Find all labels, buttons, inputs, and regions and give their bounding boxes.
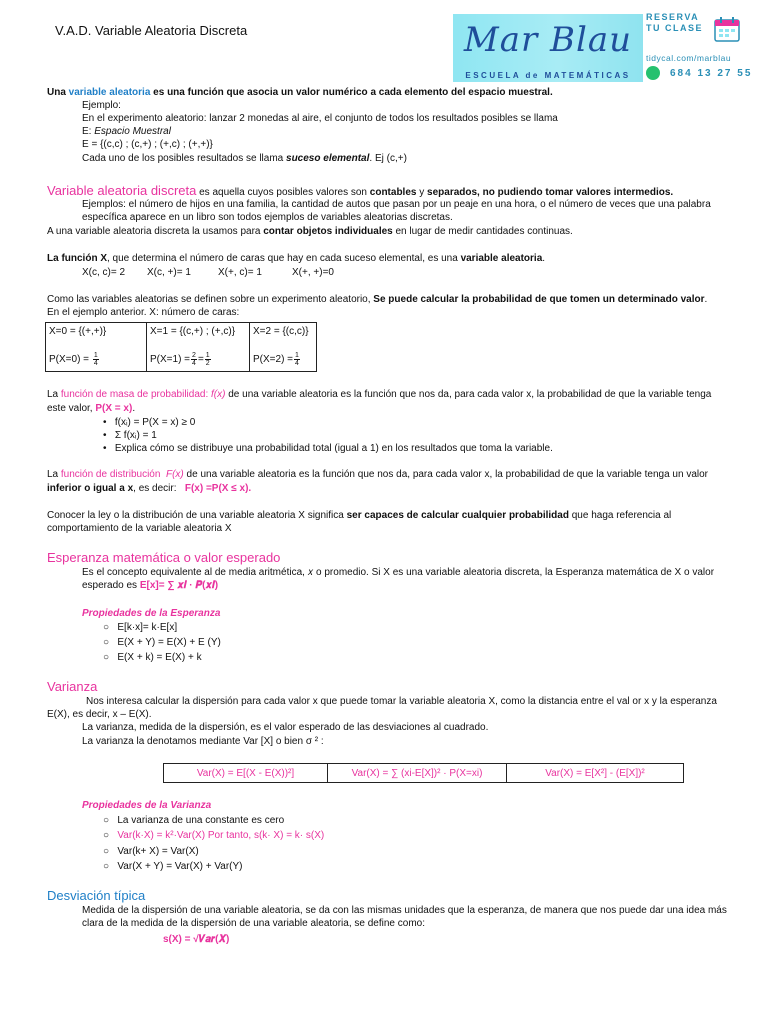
text: separados, no pudiendo tomar valores intermedios. <box>427 187 674 198</box>
text: f(xᵢ) = P(X = x) ≥ 0 <box>114 417 196 428</box>
text: , es decir: <box>133 483 177 494</box>
term: función de distribución <box>60 469 161 480</box>
text: E(X + Y) = E(X) + E (Y) <box>117 637 221 648</box>
denominator: 4 <box>192 360 196 367</box>
outcome-cell <box>147 323 250 372</box>
desviacion-heading: Desviación típica <box>47 888 146 903</box>
function-x-value: X(+, c)= 1 <box>218 267 262 278</box>
text: Σ f(xᵢ) = 1 <box>114 430 157 441</box>
text: , que determina el número de caras que hay en cada suceso elemental, es una <box>107 253 461 264</box>
text: Espacio Muestral <box>94 126 171 137</box>
varianza-text-1: Nos interesa calcular la dispersión para cada valor x que puede tomar la variable aleatoria X, como la distancia entre el val or x y la esperanza <box>86 696 717 707</box>
text: Cada uno de los posibles resultados se llama <box>82 153 287 164</box>
fraction <box>93 352 99 367</box>
mass-property: • f(xᵢ) = P(X = x) ≥ 0 <box>103 417 196 428</box>
tidycal-link[interactable]: tidycal.com/marblau <box>646 53 732 63</box>
variance-formula: Var(X) = E[X²] - (E[X])² <box>507 764 684 783</box>
distribution-text <box>47 468 708 481</box>
definition-line <box>47 86 553 99</box>
outcome-prob <box>49 352 143 367</box>
text: inferior o igual a x <box>47 483 134 494</box>
numerator: 2 <box>192 352 196 359</box>
elemental-event-text <box>82 152 407 165</box>
law-text-2: comportamiento de la variable aleatoria X <box>47 523 232 534</box>
function-x-value: X(+, +)=0 <box>292 267 334 278</box>
desviacion-text-2: clara de la medida de la dispersión de una variable aleatoria, se define como: <box>82 918 425 929</box>
numerator: 1 <box>295 352 299 359</box>
text: de una variable aleatoria es la función que nos da, para cada valor x, la probabilidad de que la variable tenga un valor <box>183 469 709 480</box>
denominator: 2 <box>205 360 210 367</box>
term: variable aleatoria <box>68 87 151 98</box>
text: Var(k+ X) = Var(X) <box>117 846 199 857</box>
outcome-set: X=1 = {(c,+) ; (+,c)} <box>150 326 236 337</box>
text: Como las variables aleatorias se definen sobre un experimento aleatorio, <box>47 294 374 305</box>
varianza-property: ○ Var(X + Y) = Var(X) + Var(Y) <box>103 861 243 872</box>
outcome-prob <box>253 352 313 367</box>
function-x-value: X(c, c)= 2 <box>82 267 126 278</box>
term: F(x) <box>165 469 184 480</box>
vad-examples-1: Ejemplos: el número de hijos en una familia, la cantidad de autos que pasan por un peaje en una hora, o el número de veces que una palabra <box>82 199 711 210</box>
text: de una variable aleatoria es la función que nos da, para cada valor x, la probabilidad de que la variable tenga <box>225 389 712 400</box>
distribution-text-2 <box>47 482 251 495</box>
variance-formulas-table <box>163 763 684 783</box>
phone-number[interactable]: 684 13 27 55 <box>670 68 753 79</box>
text: Se puede calcular la probabilidad de que tomen un determinado valor <box>373 294 705 305</box>
outcomes-table <box>45 322 317 372</box>
function-x-value: X(c, +)= 1 <box>147 267 191 278</box>
esperanza-props-heading: Propiedades de la Esperanza <box>82 608 221 619</box>
text: Var(k·X) = k²·Var(X) Por tanto, s(k· X) = k· s(X) <box>117 830 325 841</box>
term: f(x) <box>211 389 226 400</box>
varianza-property: ○ Var(k·X) = k²·Var(X) Por tanto, s(k· X) = k· s(X) <box>103 830 325 841</box>
text: E[k·x]= k·E[x] <box>117 622 178 633</box>
desviacion-formula: s(X) = √𝑽𝒂𝒓(𝑿) <box>163 934 230 945</box>
varianza-property: ○ Var(k+ X) = Var(X) <box>103 846 199 857</box>
varianza-text-4: La varianza la denotamos mediante Var [X] o bien σ ² : <box>82 736 324 747</box>
ejemplo-label: Ejemplo: <box>82 100 121 111</box>
prob-label: P(X=2) = <box>253 354 294 366</box>
outcome-set: X=0 = {(+,+)} <box>49 326 107 337</box>
numerator: 1 <box>93 352 98 359</box>
text: . <box>704 294 708 305</box>
formula: E[x]= ∑ 𝒙𝒊 · 𝑷(𝒙𝒊) <box>139 580 219 591</box>
esperanza-property: ○ E(X + Y) = E(X) + E (Y) <box>103 637 221 648</box>
text: esperado es <box>82 580 140 591</box>
outcome-cell <box>46 323 147 372</box>
fraction <box>294 352 300 367</box>
sample-space-label <box>82 125 171 138</box>
law-text <box>47 509 671 522</box>
fraction <box>205 352 211 367</box>
denominator: 4 <box>295 360 299 367</box>
reserva-label <box>646 12 703 34</box>
varianza-props-heading: Propiedades de la Varianza <box>82 800 212 811</box>
prob-label: P(X=0) = <box>49 354 90 366</box>
esperanza-heading: Esperanza matemática o valor esperado <box>47 550 281 565</box>
brand-logo: Mar Blau <box>463 20 633 60</box>
esperanza-text-1: Es el concepto equivalente al de media aritmética, 𝑥 o promedio. Si X es una variable aleatoria discreta, la Esperanza matemática de X o valor <box>82 567 715 578</box>
text: Explica cómo se distribuye una probabilidad total (igual a 1) en los resultados que toma la variable. <box>114 443 553 454</box>
numerator: 1 <box>205 352 210 359</box>
text: . Ej (c,+) <box>369 153 407 164</box>
probability-text <box>47 293 707 306</box>
brand-subtitle: ESCUELA de MATEMÁTICAS <box>465 71 631 80</box>
outcome-cell <box>250 323 317 372</box>
text: Una <box>47 87 69 98</box>
varianza-heading: Varianza <box>47 679 98 694</box>
outcome-set: X=2 = {(c,c)} <box>253 326 309 337</box>
esperanza-property: ○ E[k·x]= k·E[x] <box>103 622 178 633</box>
variance-formula: Var(X) = E[(X - E(X))²] <box>164 764 328 783</box>
function-x-text <box>47 252 545 265</box>
desviacion-text-1: Medida de la dispersión de una variable aleatoria, se da con las mismas unidades que la esperanza, de manera que nos puede dar una idea más <box>82 905 727 916</box>
probability-example: En el ejemplo anterior. X: número de caras: <box>47 307 240 318</box>
reserva-line-2: TU CLASE <box>646 23 703 33</box>
text: E(X + k) = E(X) + k <box>117 652 202 663</box>
text: y <box>416 187 428 198</box>
text: La <box>47 389 61 400</box>
text: este valor, <box>47 403 96 414</box>
mass-property: • Explica cómo se distribuye una probabilidad total (igual a 1) en los resultados que toma la variable. <box>103 443 553 454</box>
text: ser capaces de calcular cualquier probabilidad <box>346 510 569 521</box>
page-title: V.A.D. Variable Aleatoria Discreta <box>55 23 248 38</box>
reserva-line-1: RESERVA <box>646 12 700 22</box>
section-term: Variable aleatoria discreta <box>47 183 197 198</box>
text: contar objetos individuales <box>263 226 393 237</box>
text: Conocer la ley o la distribución de una variable aleatoria X significa <box>47 510 347 521</box>
vad-definition <box>47 183 673 199</box>
variance-formula: Var(X) = ∑ (xi-E[X])² · P(X=xi) <box>328 764 507 783</box>
calendar-icon <box>712 14 742 44</box>
esperanza-text-2 <box>82 579 218 592</box>
term: P(X = x) <box>95 403 133 414</box>
text: La <box>47 469 61 480</box>
brand-banner <box>453 14 643 82</box>
esperanza-property: ○ E(X + k) = E(X) + k <box>103 652 202 663</box>
text: variable aleatoria <box>460 253 543 264</box>
text: en lugar de medir cantidades continuas. <box>392 226 573 237</box>
text: E: <box>82 126 95 137</box>
vad-usage <box>47 225 573 238</box>
whatsapp-icon <box>646 66 660 80</box>
vad-examples-2: específica aparece en un libro son todos ejemplos de variables aleatorias discretas. <box>82 212 453 223</box>
text: es una función que asocia un valor numérico a cada elemento del espacio muestral. <box>150 87 553 98</box>
mass-function-text-2 <box>47 402 135 415</box>
varianza-text-2: E(X), es decir, x – E(X). <box>47 709 152 720</box>
prob-label: P(X=1) = <box>150 354 191 366</box>
outcome-prob: P(X=1) = $\frac{2}{4}$ = $\frac{1}{2}$ <box>150 352 210 367</box>
mass-function-text <box>47 388 711 401</box>
text: que haga referencia al <box>568 510 672 521</box>
text: A una variable aleatoria discreta la usamos para <box>47 226 264 237</box>
experiment-text: En el experimento aleatorio: lanzar 2 monedas al aire, el conjunto de todos los resultados posibles se llama <box>82 113 558 124</box>
text: es aquella cuyos posibles valores son <box>196 187 370 198</box>
denominator: 4 <box>93 360 98 367</box>
text: La función X <box>47 253 107 264</box>
text: La varianza de una constante es cero <box>117 815 285 826</box>
text: contables <box>369 187 417 198</box>
fraction <box>191 352 197 367</box>
term: F(x) =P(X ≤ x). <box>184 483 252 494</box>
sample-space-set: E = {(c,c) ; (c,+) ; (+,c) ; (+,+)} <box>82 139 213 150</box>
term: función de masa de probabilidad: <box>60 389 209 400</box>
mass-property: • Σ f(xᵢ) = 1 <box>103 430 157 441</box>
varianza-text-3: La varianza, medida de la dispersión, es el valor esperado de las desviaciones al cuadrado. <box>82 722 489 733</box>
text: Var(X + Y) = Var(X) + Var(Y) <box>117 861 243 872</box>
text: . <box>132 403 136 414</box>
text: . <box>542 253 546 264</box>
term: suceso elemental <box>286 153 370 164</box>
varianza-property: ○ La varianza de una constante es cero <box>103 815 285 826</box>
